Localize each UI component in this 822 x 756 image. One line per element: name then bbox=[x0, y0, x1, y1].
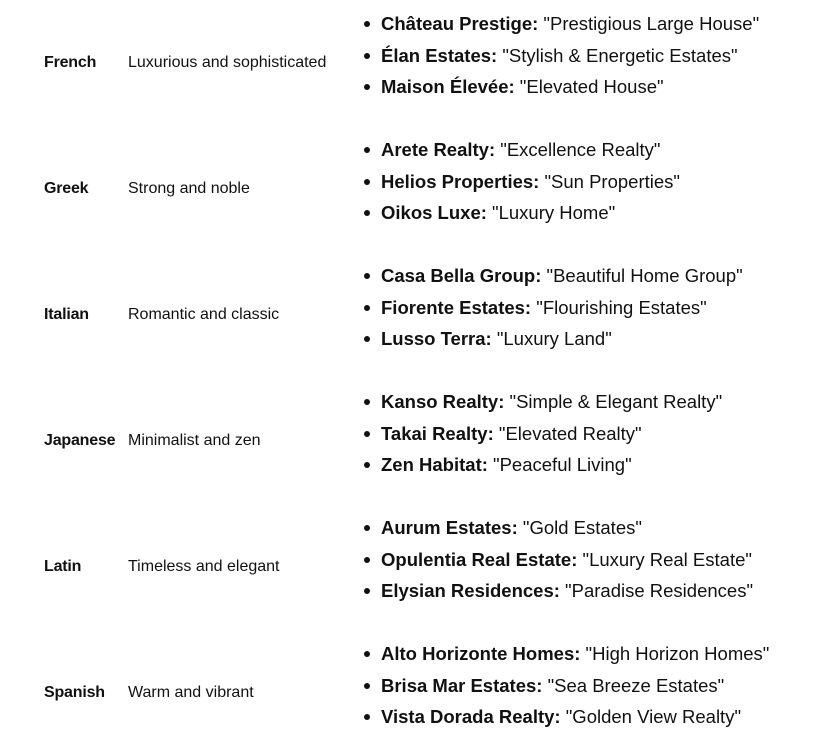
business-name: Arete Realty: bbox=[381, 139, 496, 160]
table-row-japanese bbox=[0, 378, 822, 504]
language-cell: Japanese bbox=[44, 432, 116, 449]
bullet-icon bbox=[364, 21, 370, 27]
name-meaning: "Excellence Realty" bbox=[495, 139, 661, 160]
table-row-greek bbox=[0, 126, 822, 252]
name-list bbox=[362, 260, 743, 355]
business-name: Élan Estates: bbox=[381, 44, 498, 66]
business-name: Opulentia Real Estate: bbox=[381, 548, 578, 570]
name-meaning: "Sea Breeze Estates" bbox=[542, 674, 725, 696]
name-list bbox=[362, 638, 769, 733]
list-item bbox=[362, 670, 769, 702]
bullet-icon bbox=[364, 714, 370, 720]
business-name: Oikos Luxe: bbox=[381, 202, 487, 223]
list-item bbox=[362, 418, 722, 450]
business-name: Alto Horizonte Homes: bbox=[381, 643, 581, 664]
business-name: Lusso Terra: bbox=[381, 328, 492, 349]
style-cell: Romantic and classic bbox=[128, 306, 280, 323]
business-name: Helios Properties: bbox=[381, 170, 540, 192]
list-item bbox=[362, 575, 753, 607]
table-row-french bbox=[0, 0, 822, 126]
list-item bbox=[362, 544, 753, 576]
list-item bbox=[362, 292, 743, 324]
name-meaning: "Stylish & Energetic Estates" bbox=[497, 44, 738, 66]
business-name: Elysian Residences: bbox=[381, 580, 560, 601]
bullet-icon bbox=[364, 210, 370, 216]
business-name: Fiorente Estates: bbox=[381, 296, 532, 318]
bullet-icon bbox=[364, 305, 370, 311]
bullet-icon bbox=[364, 336, 370, 342]
business-name: Château Prestige: bbox=[381, 13, 539, 34]
business-name: Vista Dorada Realty: bbox=[381, 706, 561, 727]
list-item bbox=[362, 8, 759, 40]
bullet-icon bbox=[364, 399, 370, 405]
style-cell: Luxurious and sophisticated bbox=[128, 54, 327, 71]
table-row-italian bbox=[0, 252, 822, 378]
language-cell: French bbox=[44, 54, 97, 71]
name-list bbox=[362, 386, 722, 481]
bullet-icon bbox=[364, 431, 370, 437]
bullet-icon bbox=[364, 683, 370, 689]
name-meaning: "Simple & Elegant Realty" bbox=[504, 391, 723, 412]
name-meaning: "Elevated Realty" bbox=[493, 422, 642, 444]
bullet-icon bbox=[364, 273, 370, 279]
list-item bbox=[362, 71, 759, 103]
list-item bbox=[362, 638, 769, 670]
business-name: Zen Habitat: bbox=[381, 454, 488, 475]
bullet-icon bbox=[364, 651, 370, 657]
name-meaning: "Luxury Real Estate" bbox=[577, 548, 752, 570]
list-item bbox=[362, 134, 680, 166]
list-item bbox=[362, 449, 722, 481]
name-meaning: "Elevated House" bbox=[514, 76, 664, 97]
business-name: Brisa Mar Estates: bbox=[381, 674, 543, 696]
name-meaning: "Peaceful Living" bbox=[487, 454, 632, 475]
name-meaning: "Flourishing Estates" bbox=[531, 296, 707, 318]
list-item bbox=[362, 40, 759, 72]
business-name: Aurum Estates: bbox=[381, 517, 518, 538]
language-cell: Latin bbox=[44, 558, 82, 575]
bullet-icon bbox=[364, 53, 370, 59]
name-list bbox=[362, 512, 753, 607]
bullet-icon bbox=[364, 179, 370, 185]
bullet-icon bbox=[364, 588, 370, 594]
list-item bbox=[362, 386, 722, 418]
bullet-icon bbox=[364, 525, 370, 531]
business-name: Takai Realty: bbox=[381, 422, 494, 444]
business-name: Kanso Realty: bbox=[381, 391, 505, 412]
list-item bbox=[362, 701, 769, 733]
name-meaning: "Golden View Realty" bbox=[560, 706, 742, 727]
list-item bbox=[362, 323, 743, 355]
name-meaning: "High Horizon Homes" bbox=[580, 643, 770, 664]
language-cell: Spanish bbox=[44, 684, 105, 701]
business-name: Casa Bella Group: bbox=[381, 265, 542, 286]
name-list bbox=[362, 8, 759, 103]
table-row-latin bbox=[0, 504, 822, 630]
language-cell: Greek bbox=[44, 180, 89, 197]
bullet-icon bbox=[364, 147, 370, 153]
name-meaning: "Beautiful Home Group" bbox=[541, 265, 743, 286]
name-meaning: "Gold Estates" bbox=[517, 517, 642, 538]
name-meaning: "Luxury Home" bbox=[486, 202, 616, 223]
style-cell: Timeless and elegant bbox=[128, 558, 280, 575]
name-meaning: "Sun Properties" bbox=[539, 170, 680, 192]
style-cell: Minimalist and zen bbox=[128, 432, 261, 449]
name-list bbox=[362, 134, 680, 229]
list-item bbox=[362, 197, 680, 229]
table-row-spanish bbox=[0, 630, 822, 756]
style-cell: Strong and noble bbox=[128, 180, 250, 197]
bullet-icon bbox=[364, 557, 370, 563]
list-item bbox=[362, 512, 753, 544]
list-item bbox=[362, 260, 743, 292]
bullet-icon bbox=[364, 462, 370, 468]
list-item bbox=[362, 166, 680, 198]
name-meaning: "Paradise Residences" bbox=[559, 580, 754, 601]
name-meaning: "Prestigious Large House" bbox=[538, 13, 760, 34]
style-cell: Warm and vibrant bbox=[128, 684, 254, 701]
name-meaning: "Luxury Land" bbox=[491, 328, 612, 349]
language-cell: Italian bbox=[44, 306, 89, 323]
business-name: Maison Élevée: bbox=[381, 76, 515, 97]
bullet-icon bbox=[364, 84, 370, 90]
